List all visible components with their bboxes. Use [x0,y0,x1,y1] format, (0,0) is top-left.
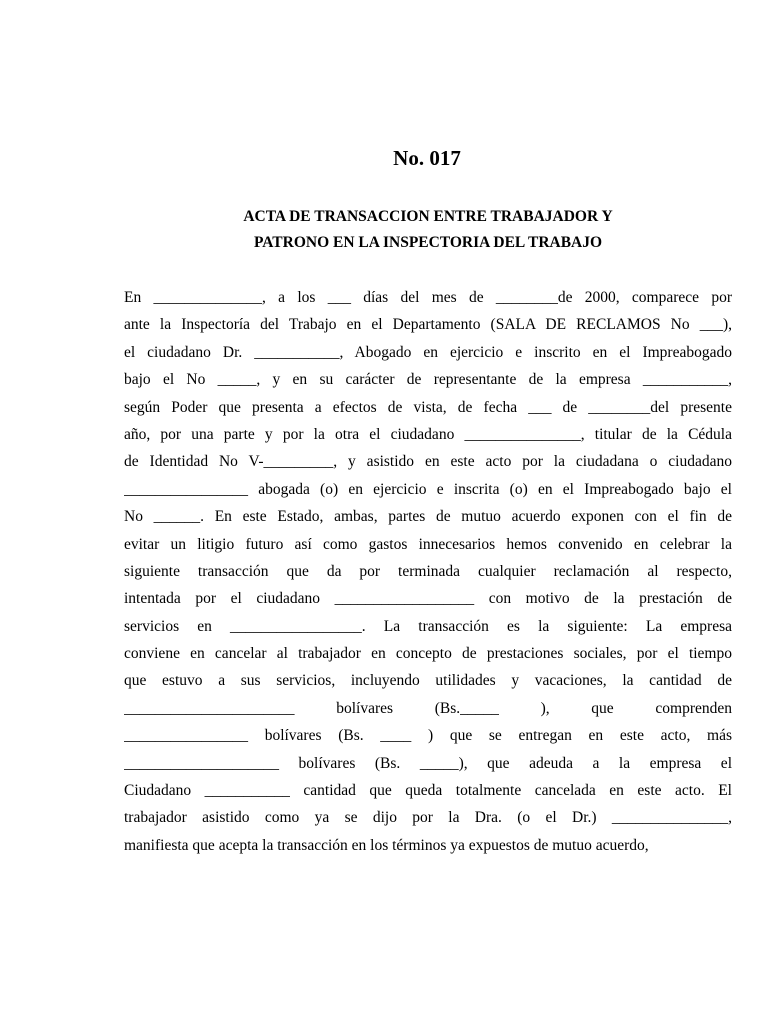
body-line: Ciudadano ___________ cantidad que queda totalmente cancelada en este acto. El [124,782,732,800]
body-line: de Identidad No V-_________, y asistido en este acto por la ciudadana o ciudadano [124,453,732,471]
body-line: conviene en cancelar al trabajador en concepto de prestaciones sociales, por el tiempo [124,645,732,663]
body-line: En ______________, a los ___ días del mes de ________de 2000, comparece por [124,289,732,306]
body-line: evitar un litigio futuro así como gastos innecesarios hemos convenido en celebrar la [124,535,732,553]
body-line: ______________________ bolívares (Bs._____ ), que comprenden [124,699,732,717]
body-line: ____________________ bolívares (Bs. _____), que adeuda a la empresa el [124,754,732,772]
body-line: siguiente transacción que da por terminada cualquier reclamación al respecto, [124,562,732,580]
title-line: ACTA DE TRANSACCION ENTRE TRABAJADOR Y [243,208,613,225]
body-line: el ciudadano Dr. ___________, Abogado en ejercicio e inscrito en el Impreabogado [124,343,732,361]
body-line: No ______. En este Estado, ambas, partes de mutuo acuerdo exponen con el fin de [124,508,732,526]
body-line: ante la Inspectoría del Trabajo en el Departamento (SALA DE RECLAMOS No ___), [124,316,732,334]
document-title [124,204,732,256]
body-line: ________________ bolívares (Bs. ____ ) que se entregan en este acto, más [124,727,732,745]
title-line: PATRONO EN LA INSPECTORIA DEL TRABAJO [253,234,603,251]
document-body [124,284,732,859]
body-line: que estuvo a sus servicios, incluyendo utilidades y vacaciones, la cantidad de [124,672,732,690]
body-line: manifiesta que acepta la transacción en los términos ya expuestos de mutuo acuerdo, [124,836,649,854]
document-number: No. 017 [393,146,461,170]
body-line: trabajador asistido como ya se dijo por la Dra. (o el Dr.) _______________, [124,809,732,827]
body-line: según Poder que presenta a efectos de vista, de fecha ___ de ________del presente [124,398,732,416]
body-line: bajo el No _____, y en su carácter de representante de la empresa ___________, [124,371,732,389]
body-line: ________________ abogada (o) en ejercicio e inscrita (o) en el Impreabogado bajo el [124,480,732,498]
body-line: año, por una parte y por la otra el ciudadano _______________, titular de la Cédula [124,425,732,443]
body-line: servicios en _________________. La transacción es la siguiente: La empresa [124,617,732,635]
body-line: intentada por el ciudadano __________________ con motivo de la prestación de [124,590,732,608]
